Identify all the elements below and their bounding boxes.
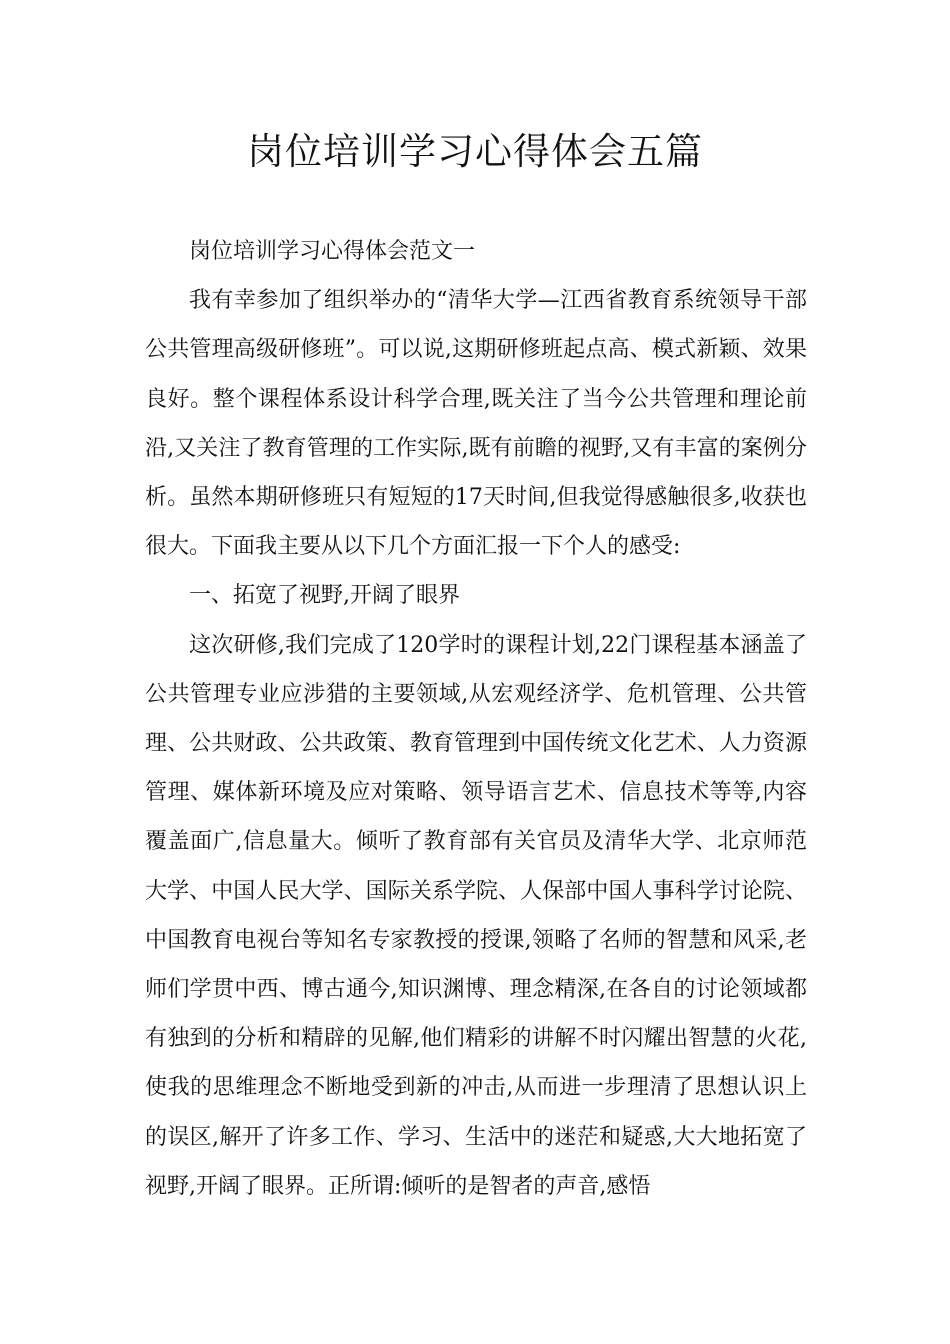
document-title: 岗位培训学习心得体会五篇 <box>247 130 703 173</box>
body-paragraph: 这次研修,我们完成了120学时的课程计划,22门课程基本涵盖了公共管理专业应涉猎的主要领域,从宏观经济学、危机管理、公共管理、公共财政、公共政策、教育管理到中国传统文化艺术、人力资源管理、媒体新环境及应对策略、领导语言艺术、信息技术等等,内容覆盖面广,信息量大。倾听了教育部有关官员及清华大学、北京师范大学、中国人民大学、国际关系学院、人保部中国人事科学讨论院、中国教育电视台等知名专家教授的授课,领略了名师的智慧和风采,老师们学贯中西、博古通今,知识渊博、理念精深,在各自的讨论领域都有独到的分析和精辟的见解,他们精彩的讲解不时闪耀出智慧的火花,使我的思维理念不断地受到新的冲击,从而进一步理清了思想认识上的误区,解开了许多工作、学习、生活中的迷茫和疑惑,大大地拓宽了视野,开阔了眼界。正所谓:倾听的是智者的声音,感悟 <box>145 632 807 1199</box>
section-heading: 岗位培训学习心得体会范文一 <box>189 239 476 264</box>
body-paragraph: 我有幸参加了组织举办的“清华大学—江西省教育系统领导干部公共管理高级研修班”。可以说,这期研修班起点高、模式新颖、效果良好。整个课程体系设计科学合理,既关注了当今公共管理和理论前沿,又关注了教育管理的工作实际,既有前瞻的视野,又有丰富的案例分析。虽然本期研修班只有短短的17天时间,但我觉得感触很多,收获也很大。下面我主要从以下几个方面汇报一下个人的感受: <box>145 288 807 560</box>
section-heading: 一、拓宽了视野,开阔了眼界 <box>189 583 460 609</box>
document-body <box>145 227 807 1211</box>
